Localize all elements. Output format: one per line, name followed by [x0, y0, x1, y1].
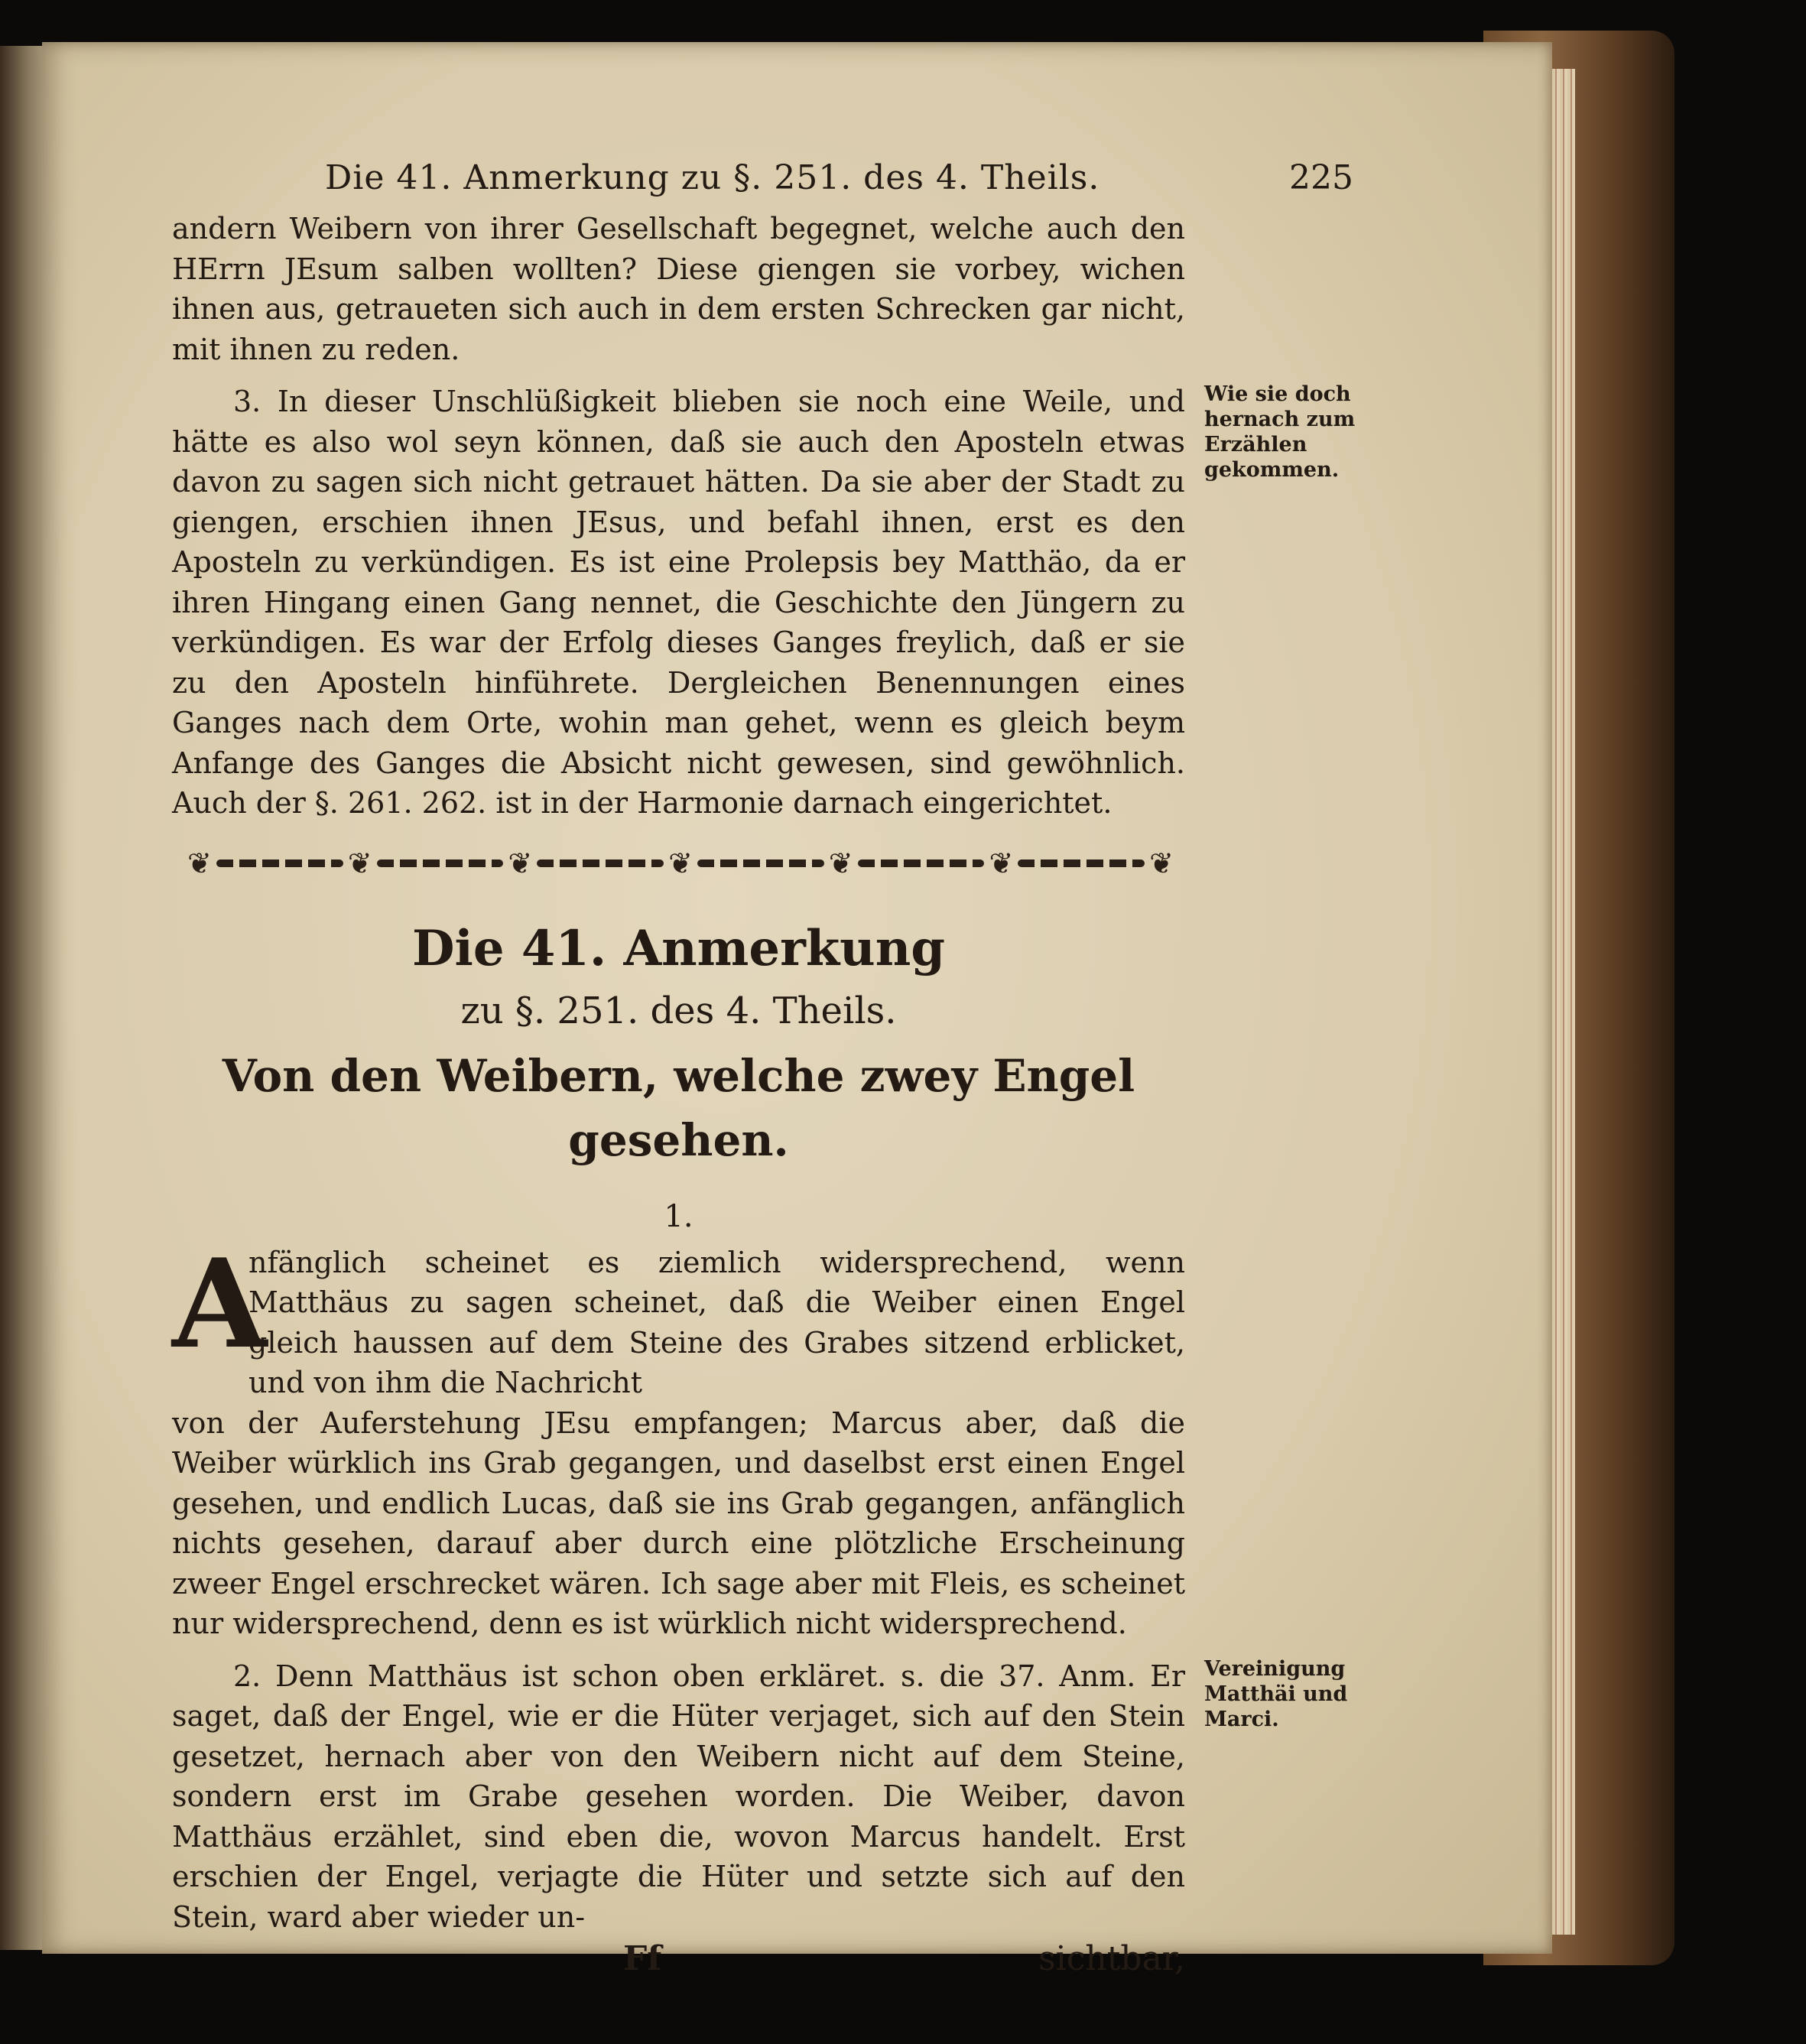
ornament-glyph: ❦: [347, 846, 372, 880]
page-number: 225: [1289, 158, 1353, 197]
drop-cap-initial: A: [172, 1231, 268, 1376]
catchword: sichtbar,: [1038, 1939, 1185, 1978]
ornament-glyph: ❦: [989, 846, 1014, 880]
ornamental-divider: [187, 847, 1174, 880]
page-footer: [172, 1938, 1185, 1980]
paragraph-row-2: [172, 1656, 1518, 1938]
paragraph-row-0: [172, 209, 1518, 369]
chapter-subheading: zu §. 251. des 4. Theils.: [460, 989, 897, 1032]
paragraph-2: 2. Denn Matthäus ist schon oben erkläret. s. die 37. Anm. Er saget, daß der Engel, wie er die Hüter verjaget, sich auf den Stein gesetzet, hernach aber von den Weibern nicht auf dem Steine, sondern erst im Grabe gesehen worden. Die Weiber, davon Matthäus erzählet, sind eben die, wovon Marcus handelt. Erst erschien der Engel, verjagte die Hüter und setzte sich auf den Stein, ward aber wieder un-: [172, 1659, 1185, 1934]
chapter-heading: Die 41. Anmerkung: [412, 919, 945, 977]
running-head-title: Die 41. Anmerkung zu §. 251. des 4. Theils.: [325, 158, 1100, 197]
section-1-opening: [172, 1231, 1185, 1403]
ornament-glyph: ❦: [187, 846, 212, 880]
running-head: [172, 157, 1518, 200]
book-page: [42, 42, 1552, 1978]
paragraph-row-3: [172, 382, 1518, 824]
paragraph-continued: andern Weibern von ihrer Gesellschaft begegnet, welche auch den HErrn JEsum salben wollten? Diese giengen sie vorbey, wichen ihnen aus, getraueten sich auch in dem ersten Schrecken gar nicht, mit ihnen zu reden.: [172, 212, 1185, 366]
ornament-glyph: ❦: [508, 846, 533, 880]
margin-note-2: Vereinigung Matthäi und Marci.: [1204, 1656, 1348, 1731]
paragraph-3: 3. In dieser Unschlüßigkeit blieben sie noch eine Weile, und hätte es also wol seyn können, daß sie auch den Aposteln etwas davon zu sagen sich nicht getrauet hätten. Da sie aber der Stadt zu giengen, erschien ihnen JEsus, und befahl ihnen, erst es den Aposteln zu verkündigen. Es ist eine Prolepsis bey Matthäo, da er ihren Hingang einen Gang nennet, die Geschichte den Jüngern zu verkündigen. Es war der Erfolg dieses Ganges freylich, daß er sie zu den Aposteln hinführete. Dergleichen Benennungen eines Ganges nach dem Orte, wohin man gehet, wenn es gleich beym Anfange des Ganges die Absicht nicht gewesen, sind gewöhnlich. Auch der §. 261. 262. ist in der Harmonie darnach eingerichtet.: [172, 385, 1185, 820]
ornament-glyph: ❦: [828, 846, 853, 880]
signature-mark: Ff: [623, 1939, 662, 1978]
margin-note-1: Wie sie doch hernach zum Erzählen gekommen.: [1204, 382, 1356, 482]
chapter-title: Von den Weibern, welche zwey Engel gesehen.: [222, 1049, 1135, 1166]
section-number: 1.: [664, 1198, 693, 1234]
page-text-block: [172, 157, 1518, 1980]
section-1-continued: von der Auferstehung JEsu empfangen; Marcus aber, daß die Weiber würklich ins Grab gegangen, und daselbst erst einen Engel gesehen, und endlich Lucas, daß sie ins Grab gegangen, anfänglich nichts gesehen, darauf aber durch eine plötzliche Erscheinung zweer Engel erschrecket wären. Ich sage aber mit Fleis, es scheinet nur widersprechend, denn es ist würklich nicht widersprechend.: [172, 1405, 1185, 1640]
section-1-first-lines: nfänglich scheinet es ziemlich widersprechend, wenn Matthäus zu sagen scheinet, daß die Weiber einen Engel gleich haussen auf dem Steine des Grabes sitzend erblicket, und von ihm die Nachricht: [248, 1245, 1185, 1399]
ornament-glyph: ❦: [1149, 846, 1174, 880]
ornament-glyph: ❦: [668, 846, 693, 880]
